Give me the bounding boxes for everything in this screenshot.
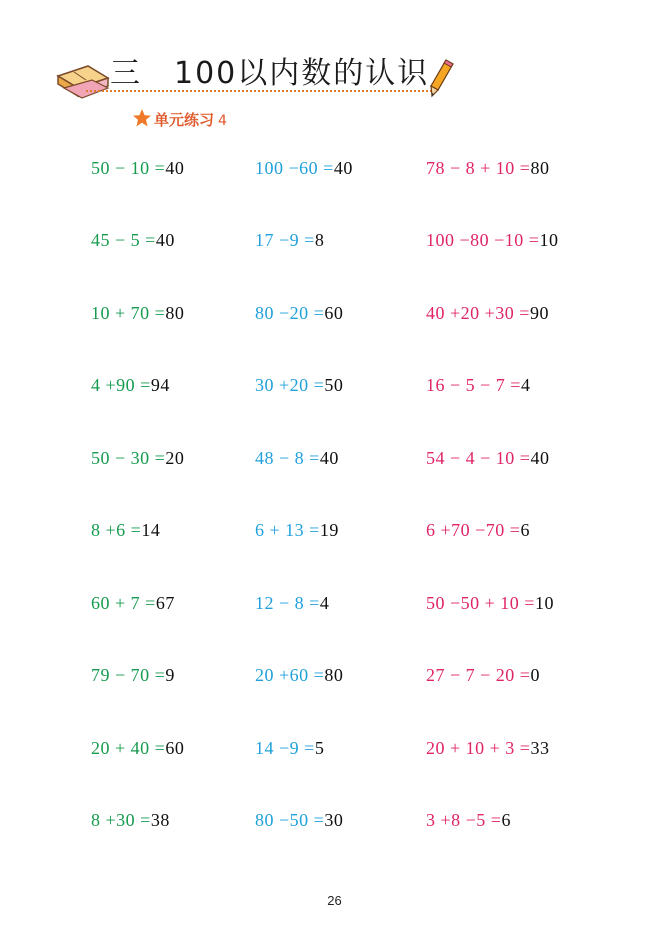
exercise-expression: 54 − 4 − 10 = bbox=[426, 448, 531, 468]
exercise-answer: 6 bbox=[520, 520, 530, 540]
exercise-item bbox=[255, 520, 339, 541]
exercise-item bbox=[426, 810, 511, 831]
exercise-item bbox=[91, 593, 175, 614]
exercise-expression: 8 +6 = bbox=[91, 520, 142, 540]
exercise-item bbox=[91, 665, 175, 686]
page-number: 26 bbox=[327, 893, 342, 908]
exercise-answer: 38 bbox=[150, 810, 170, 830]
exercise-expression: 60 + 7 = bbox=[91, 593, 156, 613]
exercise-answer: 10 bbox=[539, 230, 559, 250]
exercise-expression: 30 +20 = bbox=[255, 375, 325, 395]
exercise-item bbox=[255, 158, 353, 179]
exercise-item bbox=[426, 520, 530, 541]
exercise-item bbox=[255, 738, 324, 759]
exercise-expression: 79 − 70 = bbox=[91, 665, 166, 685]
exercise-answer: 80 bbox=[530, 158, 550, 178]
exercise-item bbox=[426, 448, 549, 469]
exercise-expression: 12 − 8 = bbox=[255, 593, 320, 613]
exercise-item bbox=[91, 230, 175, 251]
exercise-item bbox=[426, 158, 549, 179]
exercise-answer: 40 bbox=[319, 448, 339, 468]
exercise-answer: 4 bbox=[319, 593, 330, 613]
exercise-answer: 19 bbox=[319, 520, 339, 540]
exercise-answer: 90 bbox=[529, 303, 549, 323]
unit-label: 单元练习 bbox=[154, 111, 215, 129]
chapter-title-text: 100以内数的认识 bbox=[174, 56, 430, 91]
exercise-answer: 4 bbox=[520, 375, 531, 395]
exercise-answer: 14 bbox=[141, 520, 161, 540]
exercise-answer: 80 bbox=[165, 303, 185, 323]
exercise-expression: 14 −9 = bbox=[255, 738, 315, 758]
exercise-answer: 40 bbox=[165, 158, 185, 178]
exercise-expression: 78 − 8 + 10 = bbox=[426, 158, 531, 178]
exercise-item bbox=[426, 738, 549, 759]
exercise-expression: 6 + 13 = bbox=[255, 520, 320, 540]
exercise-expression: 20 + 40 = bbox=[91, 738, 166, 758]
exercise-answer: 9 bbox=[165, 665, 175, 685]
exercise-expression: 100 −60 = bbox=[255, 158, 334, 178]
exercise-expression: 100 −80 −10 = bbox=[426, 230, 540, 250]
exercise-item bbox=[426, 665, 540, 686]
exercise-expression: 17 −9 = bbox=[255, 230, 315, 250]
exercise-item bbox=[426, 303, 549, 324]
exercise-expression: 8 +30 = bbox=[91, 810, 151, 830]
exercise-item bbox=[255, 375, 343, 396]
exercise-item bbox=[255, 230, 324, 251]
exercise-item bbox=[91, 810, 170, 831]
exercise-item bbox=[255, 593, 329, 614]
exercise-answer: 67 bbox=[155, 593, 175, 613]
exercise-expression: 16 − 5 − 7 = bbox=[426, 375, 521, 395]
exercise-answer: 40 bbox=[530, 448, 550, 468]
exercise-expression: 6 +70 −70 = bbox=[426, 520, 521, 540]
exercise-answer: 40 bbox=[333, 158, 353, 178]
exercise-item bbox=[426, 593, 554, 614]
exercise-item bbox=[91, 448, 184, 469]
exercise-expression: 48 − 8 = bbox=[255, 448, 320, 468]
unit-number: 4 bbox=[218, 113, 227, 129]
exercise-answer: 6 bbox=[501, 810, 511, 830]
exercise-answer: 80 bbox=[324, 665, 344, 685]
exercise-item bbox=[91, 303, 184, 324]
exercise-answer: 60 bbox=[324, 303, 344, 323]
exercise-item bbox=[255, 448, 339, 469]
exercise-expression: 20 + 10 + 3 = bbox=[426, 738, 531, 758]
exercise-item bbox=[91, 520, 160, 541]
exercise-expression: 10 + 70 = bbox=[91, 303, 166, 323]
exercise-expression: 45 − 5 = bbox=[91, 230, 156, 250]
exercise-expression: 40 +20 +30 = bbox=[426, 303, 530, 323]
exercise-answer: 33 bbox=[530, 738, 550, 758]
exercise-expression: 27 − 7 − 20 = bbox=[426, 665, 531, 685]
exercise-expression: 50 − 30 = bbox=[91, 448, 166, 468]
exercise-item bbox=[426, 375, 530, 396]
exercise-answer: 50 bbox=[324, 375, 344, 395]
exercise-answer: 0 bbox=[530, 665, 540, 685]
exercise-answer: 8 bbox=[314, 230, 325, 250]
exercise-expression: 4 +90 = bbox=[91, 375, 151, 395]
exercise-item bbox=[91, 158, 184, 179]
exercise-item bbox=[91, 375, 170, 396]
exercise-item bbox=[91, 738, 184, 759]
exercise-expression: 80 −50 = bbox=[255, 810, 325, 830]
exercise-expression: 50 −50 + 10 = bbox=[426, 593, 535, 613]
exercise-expression: 50 − 10 = bbox=[91, 158, 166, 178]
exercise-answer: 30 bbox=[324, 810, 344, 830]
exercise-item bbox=[426, 230, 558, 251]
exercise-item bbox=[255, 665, 343, 686]
exercise-item bbox=[255, 303, 343, 324]
chapter-number: 三 bbox=[110, 56, 142, 91]
exercise-answer: 5 bbox=[314, 738, 325, 758]
exercise-answer: 10 bbox=[534, 593, 554, 613]
exercise-answer: 20 bbox=[165, 448, 185, 468]
exercise-answer: 40 bbox=[155, 230, 175, 250]
exercise-answer: 60 bbox=[165, 738, 185, 758]
exercise-answer: 94 bbox=[150, 375, 170, 395]
exercise-expression: 3 +8 −5 = bbox=[426, 810, 502, 830]
exercise-expression: 20 +60 = bbox=[255, 665, 325, 685]
exercise-expression: 80 −20 = bbox=[255, 303, 325, 323]
exercise-item bbox=[255, 810, 343, 831]
